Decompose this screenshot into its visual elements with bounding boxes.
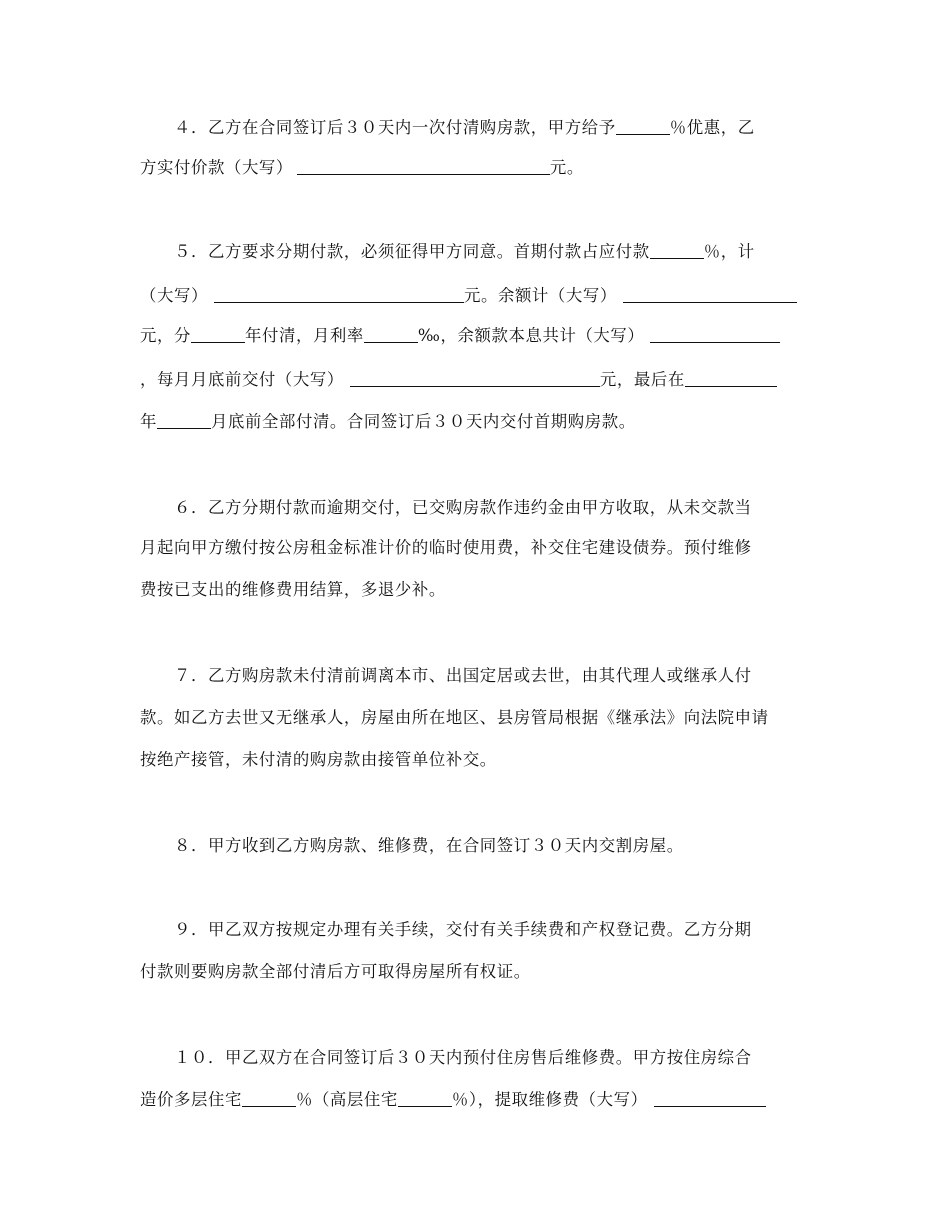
clause-9-line-2: 付款则要购房款全部付清后方可取得房屋所有权证。 [140, 962, 531, 981]
fill-blank[interactable] [297, 156, 550, 175]
fill-blank[interactable] [616, 116, 670, 135]
fill-blank[interactable] [242, 1088, 296, 1107]
clause-5-line-3: 元，分 年付清，月利率 ‰，余额款本息共计（大写） [140, 324, 820, 348]
clause-6-line-1: ６．乙方分期付款而逾期交付，已交购房款作违约金由甲方收取，从未交款当 [140, 498, 752, 517]
clause-5-line-1: ５．乙方要求分期付款，必须征得甲方同意。首期付款占应付款 ％，计 [140, 242, 755, 261]
fill-blank[interactable] [350, 368, 600, 387]
fill-blank[interactable] [685, 368, 777, 387]
clause-8-line-1: ８．甲方收到乙方购房款、维修费，在合同签订３０天内交割房屋。 [140, 836, 684, 855]
clause-5-line-2: （大写） 元。余额计（大写） [140, 284, 820, 308]
fill-blank[interactable] [650, 240, 704, 259]
clause-9-line-1: ９．甲乙双方按规定办理有关手续，交付有关手续费和产权登记费。乙方分期 [140, 920, 752, 939]
fill-blank[interactable] [623, 284, 797, 303]
clause-5-line-4: ，每月月底前交付（大写） 元，最后在 [140, 368, 820, 392]
clause-4-line-2: 方实付价款（大写） 元。 [140, 158, 584, 177]
fill-blank[interactable] [398, 1088, 452, 1107]
clause-10-line-1: １０．甲乙双方在合同签订后３０天内预付住房售后维修费。甲方按住房综合 [140, 1048, 752, 1067]
fill-blank[interactable] [214, 284, 464, 303]
clause-7-line-2: 款。如乙方去世又无继承人，房屋由所在地区、县房管局根据《继承法》向法院申请 [140, 708, 769, 727]
clause-4-line-1: ４．乙方在合同签订后３０天内一次付清购房款，甲方给予 ％优惠，乙 [140, 118, 755, 137]
fill-blank[interactable] [650, 324, 780, 343]
fill-blank[interactable] [191, 324, 245, 343]
fill-blank[interactable] [364, 324, 418, 343]
fill-blank[interactable] [654, 1088, 766, 1107]
clause-10-line-2: 造价多层住宅 ％（高层住宅 ％），提取维修费（大写） [140, 1088, 820, 1112]
clause-7-line-1: ７．乙方购房款未付清前调离本市、出国定居或去世，由其代理人或继承人付 [140, 666, 752, 685]
clause-6-line-3: 费按已支出的维修费用结算，多退少补。 [140, 580, 446, 599]
clause-7-line-3: 按绝产接管，未付清的购房款由接管单位补交。 [140, 750, 497, 769]
clause-6-line-2: 月起向甲方缴付按公房租金标准计价的临时使用费，补交住宅建设债券。预付维修 [140, 538, 752, 557]
clause-5-line-5: 年 月底前全部付清。合同签订后３０天内交付首期购房款。 [140, 412, 636, 431]
fill-blank[interactable] [157, 410, 211, 429]
